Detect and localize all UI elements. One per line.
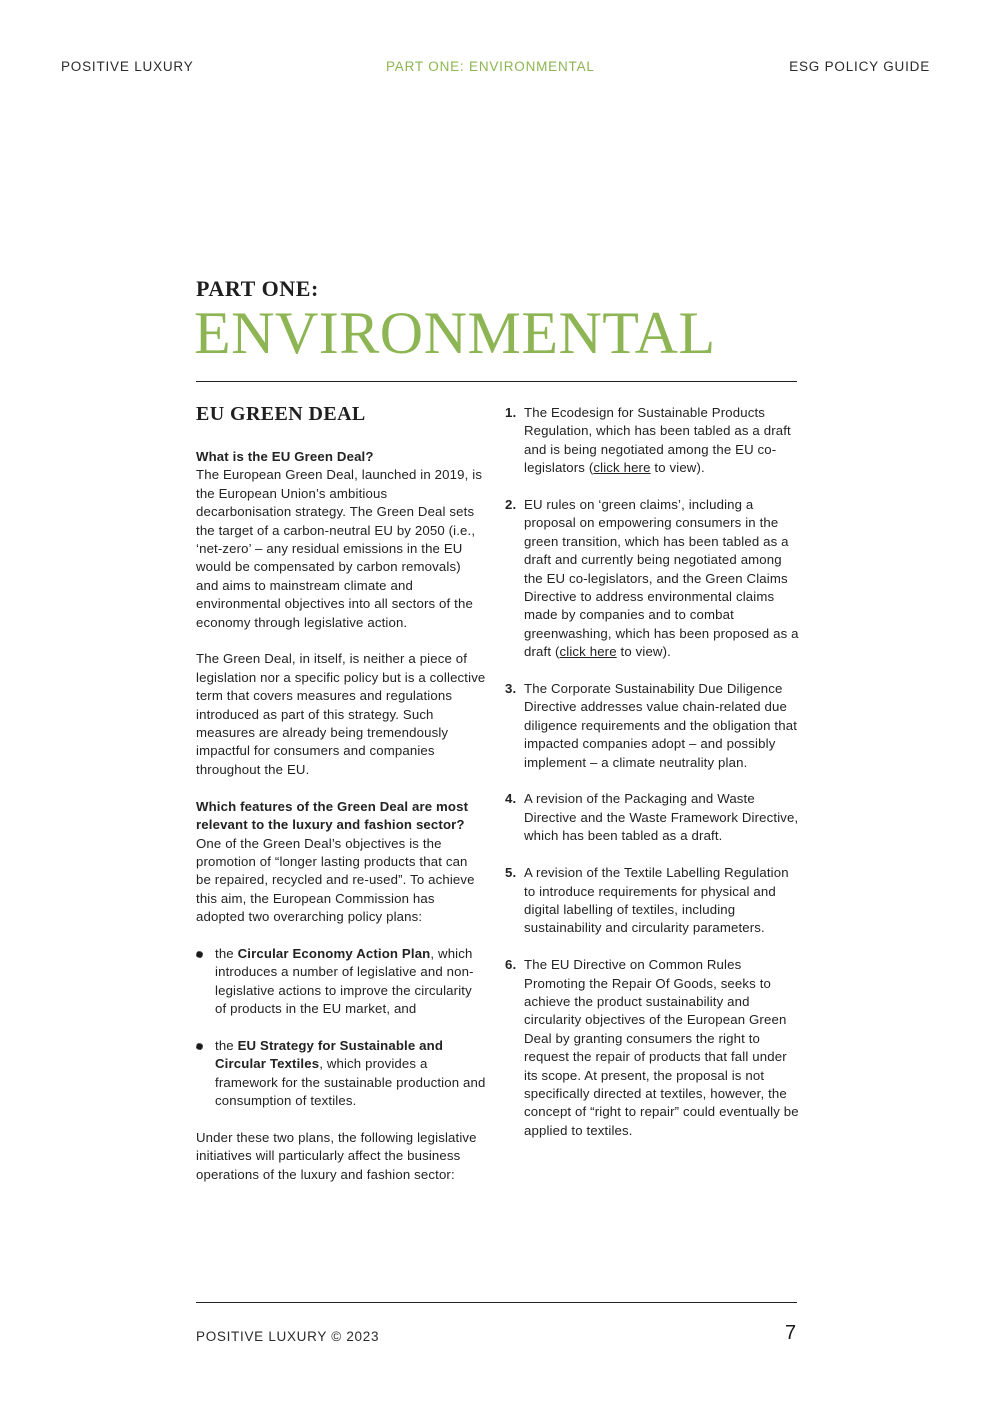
header-section: PART ONE: ENVIRONMENTAL xyxy=(386,59,595,74)
list-item: 4. A revision of the Packaging and Waste Directive and the Waste Framework Directive, which has been tabled as a draft. xyxy=(505,791,799,844)
header-brand: POSITIVE LUXURY xyxy=(61,59,194,74)
header-guide-title: ESG POLICY GUIDE xyxy=(789,59,930,74)
list-item: the Circular Economy Action Plan, which introduces a number of legislative and non-legislative actions to improve the circularity of products in the EU market, and xyxy=(196,945,486,1019)
top-divider xyxy=(196,381,797,382)
initiatives-list xyxy=(505,404,800,1140)
paragraph: The Green Deal, in itself, is neither a piece of legislation nor a specific policy but is a collective term that covers measures and regulations introduced as part of this strategy. Such measures are already being tremendously impactful for consumers and companies throughout the EU. xyxy=(196,651,486,777)
list-item: 6. The EU Directive on Common Rules Promoting the Repair Of Goods, seeks to achieve the product sustainability and circularity objectives of the European Green Deal by granting consumers the right to request the repair of products that fall under its scope. At present, the proposal is not specifically directed at textiles, however, the concept of “right to repair” could eventually be applied to textiles. xyxy=(505,957,799,1138)
page-title: ENVIRONMENTAL xyxy=(194,300,716,366)
right-column xyxy=(505,404,800,1140)
list-item: 5. A revision of the Textile Labelling Regulation to introduce requirements for physical and digital labelling of textiles, including sustainability and circularity parameters. xyxy=(505,865,789,936)
page-number: 7 xyxy=(785,1322,797,1344)
list-item: 3. The Corporate Sustainability Due Diligence Directive addresses value chain-related due diligence requirements and the obligation that impacted companies adopt – and possibly implement – a climate neutrality plan. xyxy=(505,681,798,770)
footer-copyright: POSITIVE LUXURY © 2023 xyxy=(196,1329,380,1344)
bottom-divider xyxy=(196,1302,797,1303)
paragraph: The European Green Deal, launched in 2019, is the European Union’s ambitious decarbonisation strategy. The Green Deal sets the target of a carbon-neutral EU by 2050 (i.e., ‘net-zero’ – any residual emissions in the EU would be compensated by carbon removals) and aims to mainstream climate and environmental objectives into all sectors of the economy through legislative action. xyxy=(196,467,483,630)
list-item: 1. The Ecodesign for Sustainable Products Regulation, which has been tabled as a draft and is being negotiated among the EU co-legislators (click here to view). xyxy=(505,405,791,476)
bullet-icon xyxy=(196,1043,203,1050)
part-label: PART ONE: xyxy=(196,276,319,301)
list-item: the EU Strategy for Sustainable and Circular Textiles, which provides a framework for the sustainable production and consumption of textiles. xyxy=(196,1037,486,1111)
section-heading: EU GREEN DEAL xyxy=(196,403,366,425)
list-item: 2. EU rules on ‘green claims’, including a proposal on empowering consumers in the green transition, which has been tabled as a draft and currently being negotiated among the EU co-legislators, and the Green Claims Directive to address environmental claims made by companies and to combat greenwashing, which has been proposed as a draft (click here to view). xyxy=(505,497,799,660)
question-heading: What is the EU Green Deal? xyxy=(196,449,374,464)
left-column xyxy=(196,400,486,1184)
paragraph: One of the Green Deal’s objectives is the promotion of “longer lasting products that can be repaired, recycled and re-used”. To achieve this aim, the European Commission has adopted two overarching policy plans: xyxy=(196,835,475,925)
paragraph: Under these two plans, the following legislative initiatives will particularly affect the business operations of the luxury and fashion sector: xyxy=(196,1129,477,1182)
policy-plan-list xyxy=(196,945,486,1111)
click-here-link[interactable]: click here xyxy=(559,644,617,660)
question-heading: Which features of the Green Deal are most relevant to the luxury and fashion sector? xyxy=(196,798,469,833)
bullet-icon xyxy=(196,951,203,958)
click-here-link[interactable]: click here xyxy=(593,460,651,476)
